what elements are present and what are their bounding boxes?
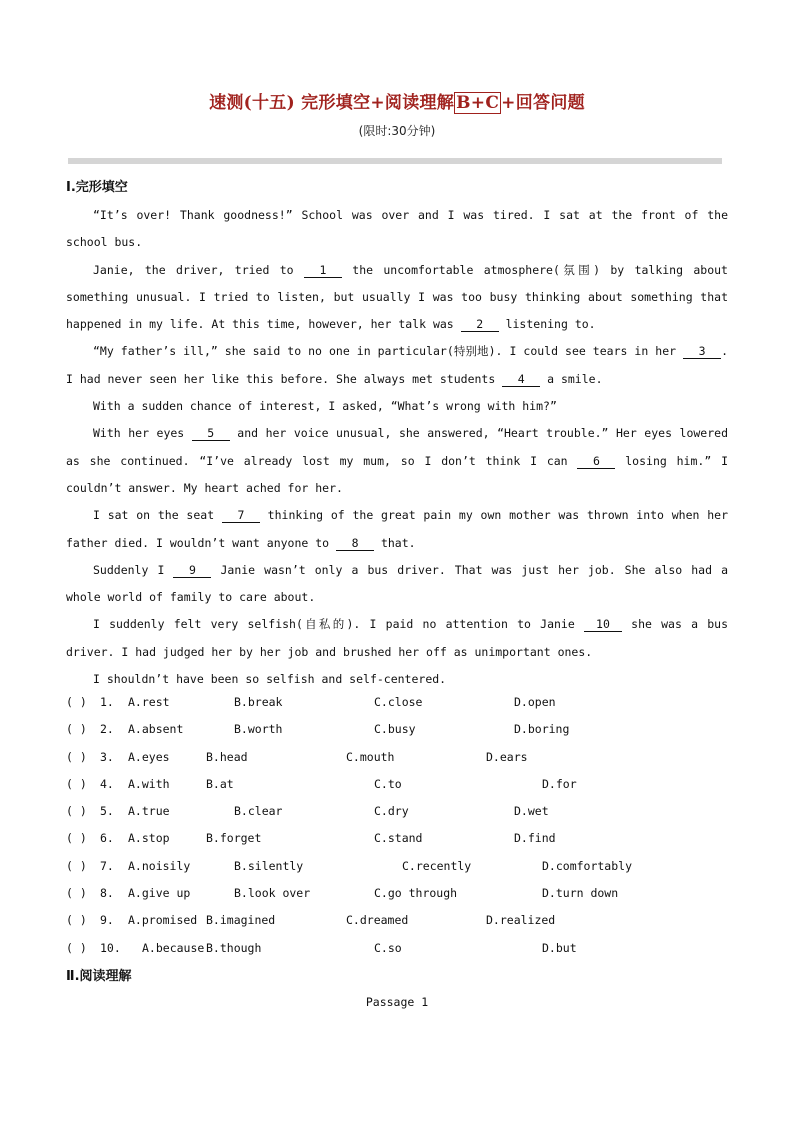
blank-9: 9 (173, 564, 211, 578)
page-title (0, 88, 794, 113)
passage-text: Janie wasn’t only a bus driver. That was just her job. She also had a whole world of family to care about. (66, 562, 728, 605)
question-number: 10. (100, 940, 121, 955)
answer-paren: ( ) (66, 886, 87, 901)
question-number: 2. (100, 722, 114, 737)
passage-text: she was a bus driver. I had judged her by her job and brushed her off as unimportant ones. (66, 617, 728, 659)
option-d: D.wet (514, 804, 549, 819)
option-row (66, 717, 746, 744)
question-number: 6. (100, 831, 114, 846)
passage-text: Janie, the driver, tried to (93, 262, 304, 277)
passage-text: “My father’s ill,” she said to no one in particular(特别地). I could see tears in her (93, 344, 684, 359)
option-d: D.boring (514, 722, 570, 737)
option-a: A.eyes (128, 749, 170, 764)
option-row (66, 908, 746, 935)
option-d: D.find (514, 831, 556, 846)
section-heading-cloze: Ⅰ.完形填空 (66, 180, 128, 195)
blank-8: 8 (336, 537, 374, 551)
option-row (66, 854, 746, 881)
answer-paren: ( ) (66, 913, 87, 928)
passage-text: With a sudden chance of interest, I asked, “What’s wrong with him?” (93, 399, 557, 414)
option-d: D.turn down (542, 886, 619, 901)
passage-text: and her voice unusual, she answered, “Heart trouble.” Her eyes lowered as she continued. “I’ve already lost my mum, so I don’t think I can (66, 426, 728, 468)
passage-paragraph (66, 202, 728, 257)
passage-paragraph (66, 338, 728, 393)
cloze-options (66, 690, 746, 963)
option-a: A.with (128, 776, 170, 791)
option-b: B.break (234, 695, 283, 709)
option-b: B.forget (206, 831, 262, 846)
option-c: C.to (374, 776, 402, 791)
answer-paren: ( ) (66, 695, 87, 709)
passage-text: thinking of the great pain my own mother was thrown into when her father died. I wouldn’t want anyone to (66, 508, 728, 550)
option-a: A.rest (128, 695, 170, 709)
option-c: C.dry (374, 804, 409, 819)
passage-text: that. (374, 535, 416, 550)
passage-text: the uncomfortable atmosphere(氛围) by talking about something unusual. I tried to listen, but usually I was too busy thinking about something that happened in my life. At this time, however, her talk was (66, 262, 728, 332)
option-c: C.so (374, 940, 402, 955)
title-prefix: 速测(十五) 完形填空+阅读理解 (209, 93, 455, 113)
passage-paragraph (66, 502, 728, 557)
blank-7: 7 (222, 509, 260, 523)
passage-paragraph (66, 257, 728, 339)
option-c: C.stand (374, 831, 423, 846)
option-b: B.look over (234, 886, 311, 901)
passage-text: Suddenly I (93, 562, 174, 577)
passage-text: I shouldn’t have been so selfish and self-centered. (93, 672, 447, 687)
question-number: 4. (100, 776, 114, 791)
blank-3: 3 (683, 345, 721, 359)
question-number: 5. (100, 804, 114, 819)
section-heading-reading: Ⅱ.阅读理解 (66, 969, 132, 984)
answer-paren: ( ) (66, 776, 87, 791)
blank-6: 6 (577, 455, 615, 469)
option-b: B.clear (234, 804, 283, 819)
option-d: D.for (542, 776, 577, 791)
title-suffix: +回答问题 (501, 93, 585, 113)
option-a: A.promised (128, 913, 198, 928)
option-a: A.stop (128, 831, 170, 846)
option-row (66, 881, 746, 908)
option-row (66, 772, 746, 799)
option-c: C.busy (374, 722, 416, 737)
passage-text: . I had never seen her like this before. She always met students (66, 344, 728, 386)
question-number: 3. (100, 749, 114, 764)
option-c: C.close (374, 695, 423, 709)
option-d: D.realized (486, 913, 556, 928)
passage-text: a smile. (540, 371, 603, 386)
answer-paren: ( ) (66, 940, 87, 955)
answer-paren: ( ) (66, 858, 87, 873)
blank-2: 2 (461, 318, 499, 332)
option-d: D.comfortably (542, 858, 633, 873)
passage-text: “It’s over! Thank goodness!” School was over and I was tired. I sat at the front of the school bus. (66, 208, 728, 250)
option-b: B.at (206, 776, 234, 791)
passage-text: I suddenly felt very selfish(自私的). I paid no attention to Janie (93, 617, 584, 632)
question-number: 7. (100, 858, 114, 873)
passage-paragraph (66, 420, 728, 502)
option-row (66, 690, 746, 717)
blank-10: 10 (584, 618, 622, 632)
passage-text: losing him.” I couldn’t answer. My heart ached for her. (66, 453, 728, 495)
option-a: A.noisily (128, 858, 191, 873)
option-b: B.imagined (206, 913, 276, 928)
header-divider (68, 158, 722, 164)
passage-text: With her eyes (93, 426, 192, 441)
passage-paragraph (66, 393, 728, 420)
option-a: A.absent (128, 722, 184, 737)
time-limit: (限时:30分钟) (358, 124, 436, 138)
option-d: D.but (542, 940, 577, 955)
question-number: 8. (100, 886, 114, 901)
option-d: D.ears (486, 749, 528, 764)
option-b: B.head (206, 749, 248, 764)
blank-4: 4 (502, 373, 540, 387)
question-number: 9. (100, 913, 114, 928)
option-d: D.open (514, 695, 556, 709)
answer-paren: ( ) (66, 722, 87, 737)
option-a: A.give up (128, 886, 191, 901)
passage-paragraph (66, 611, 728, 666)
option-row (66, 799, 746, 826)
option-a: A.true (128, 804, 170, 819)
option-c: C.recently (402, 858, 472, 873)
passage-label: Passage 1 (365, 995, 429, 1009)
option-b: B.though (206, 940, 262, 955)
answer-paren: ( ) (66, 749, 87, 764)
blank-1: 1 (304, 264, 342, 278)
passage-text: I sat on the seat (93, 508, 222, 523)
option-c: C.go through (374, 886, 458, 901)
passage-text: listening to. (498, 317, 596, 332)
option-b: B.silently (234, 858, 304, 873)
option-row (66, 826, 746, 853)
option-row (66, 936, 746, 963)
answer-paren: ( ) (66, 804, 87, 819)
answer-paren: ( ) (66, 831, 87, 846)
option-b: B.worth (234, 722, 283, 737)
option-a: A.because (142, 940, 205, 955)
passage-paragraph (66, 557, 728, 612)
option-c: C.mouth (346, 749, 395, 764)
option-c: C.dreamed (346, 913, 409, 928)
cloze-passage (66, 202, 728, 693)
option-row (66, 745, 746, 772)
question-number: 1. (100, 695, 114, 709)
title-boxed-label: B+C (456, 93, 500, 113)
blank-5: 5 (192, 427, 230, 441)
